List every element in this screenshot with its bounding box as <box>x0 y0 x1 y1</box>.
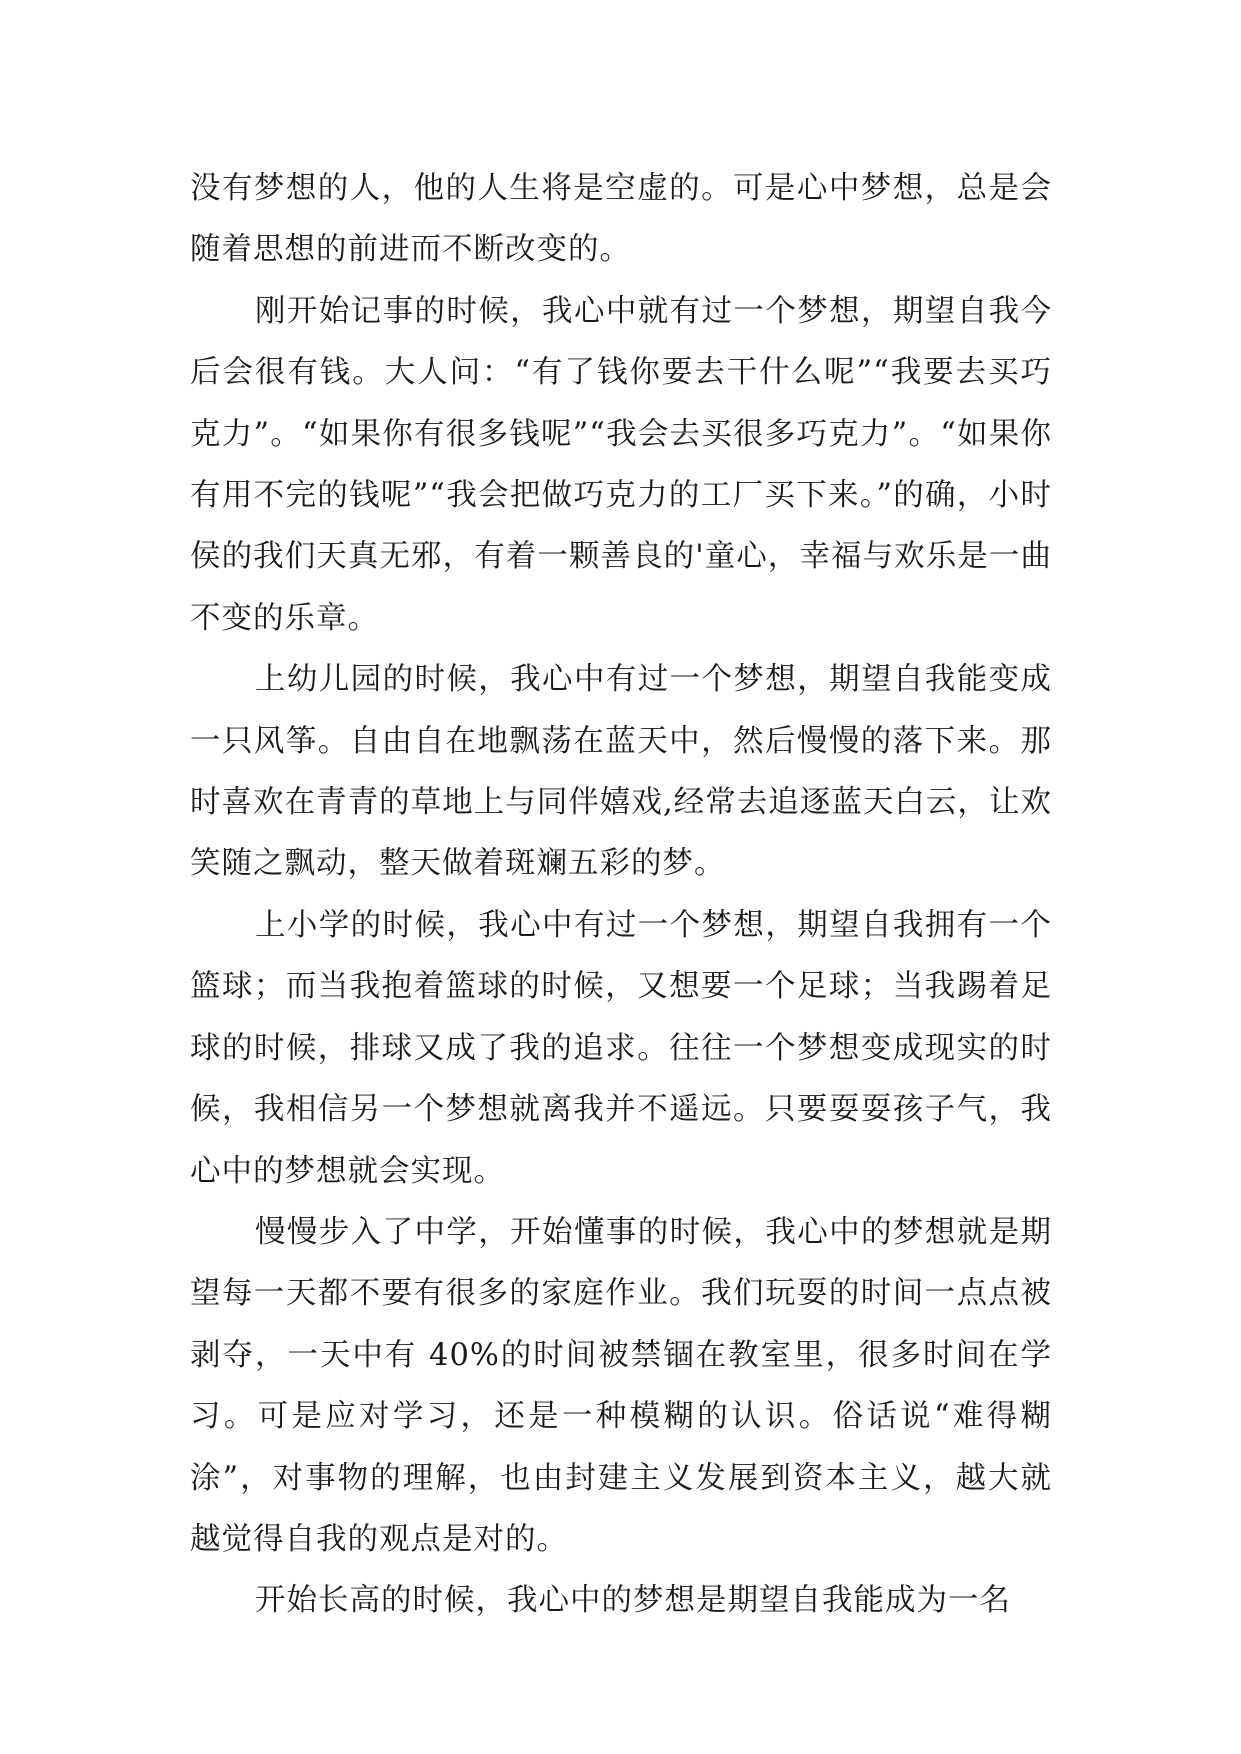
paragraph-3: 上幼儿园的时候，我心中有过一个梦想，期望自我能变成一只风筝。自由自在地飘荡在蓝天中，然后慢慢的落下来。那时喜欢在青青的草地上与同伴嬉戏,经常去追逐蓝天白云，让欢笑随之飘动，整天做着斑斓五彩的梦。 <box>190 662 1052 882</box>
paragraph-5: 慢慢步入了中学，开始懂事的时候，我心中的梦想就是期望每一天都不要有很多的家庭作业。我们玩耍的时间一点点被剥夺，一天中有 40%的时间被禁锢在教室里，很多时间在学习。可是应对学习，还是一种模糊的认识。俗话说“难得糊涂”，对事物的理解，也由封建主义发展到资本主义，越大就越觉得自我的观点是对的。 <box>190 1214 1052 1557</box>
paragraph-6: 开始长高的时候，我心中的梦想是期望自我能成为一名 <box>255 1583 1011 1619</box>
essay-body <box>190 158 1052 1632</box>
paragraph-1: 没有梦想的人，他的人生将是空虚的。可是心中梦想，总是会随着思想的前进而不断改变的。 <box>190 171 1052 268</box>
paragraph-4: 上小学的时候，我心中有过一个梦想，期望自我拥有一个篮球；而当我抱着篮球的时候，又想要一个足球；当我踢着足球的时候，排球又成了我的追求。往往一个梦想变成现实的时候，我相信另一个梦想就离我并不遥远。只要耍耍孩子气，我心中的梦想就会实现。 <box>190 907 1052 1189</box>
paragraph-2: 刚开始记事的时候，我心中就有过一个梦想，期望自我今后会很有钱。大人问：“有了钱你要去干什么呢”“我要去买巧克力”。“如果你有很多钱呢”“我会去买很多巧克力”。“如果你有用不完的钱呢”“我会把做巧克力的工厂买下来。”的确，小时侯的我们天真无邪，有着一颗善良的'童心，幸福与欢乐是一曲不变的乐章。 <box>190 293 1052 636</box>
